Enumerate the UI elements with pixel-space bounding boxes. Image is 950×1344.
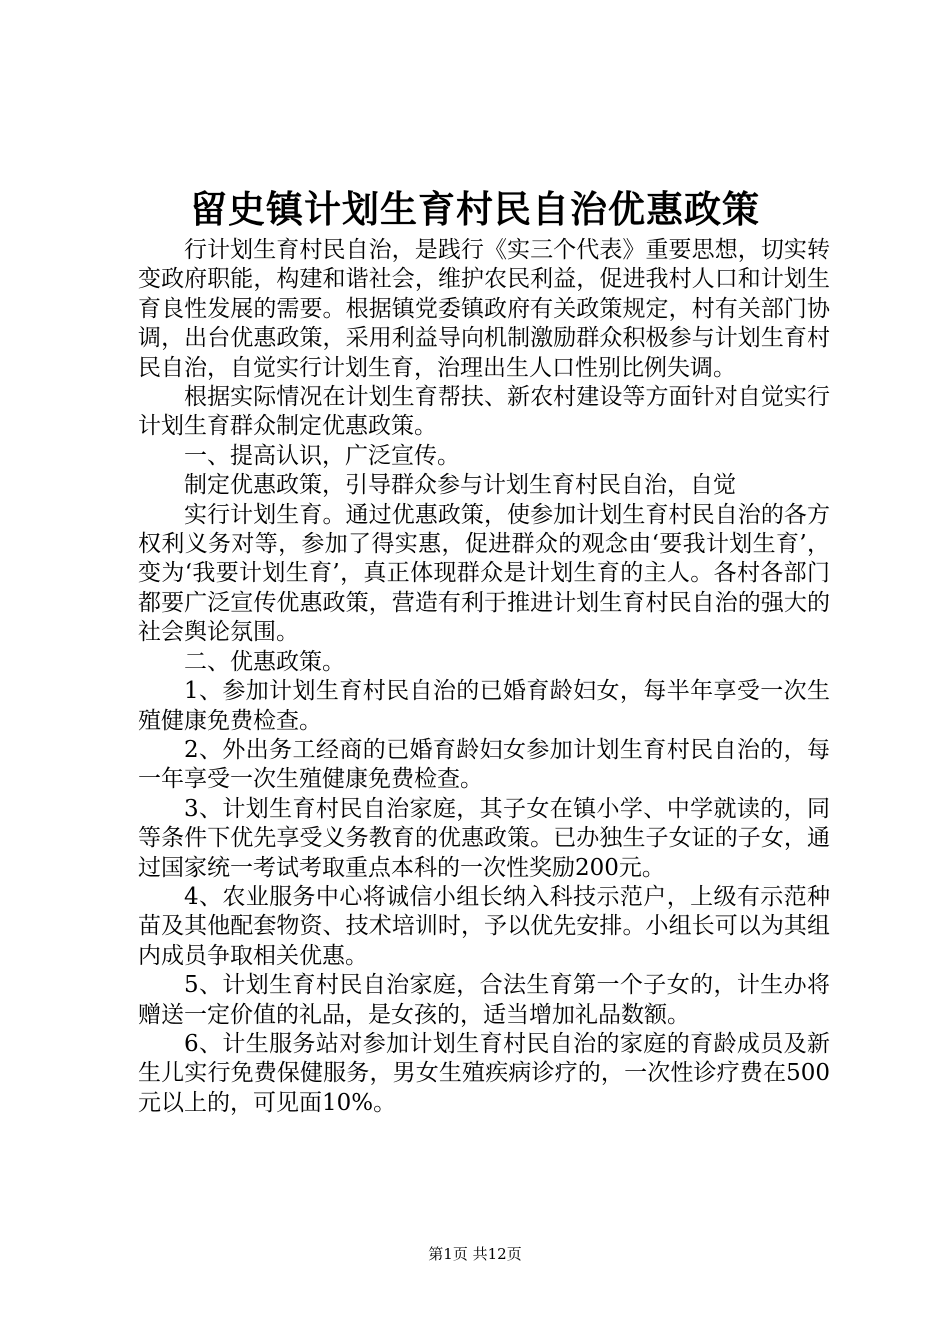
- policy-item-1: 1、参加计划生育村民自治的已婚育龄妇女，每半年享受一次生殖健康免费检查。: [138, 678, 830, 734]
- policy-item-2: 2、外出务工经商的已婚育龄妇女参加计划生育村民自治的，每一年享受一次生殖健康免费检查。: [138, 736, 830, 793]
- document-body: [138, 236, 830, 1118]
- paragraph-basis: 根据实际情况在计划生育帮扶、新农村建设等方面针对自觉实行计划生育群众制定优惠政策。: [138, 384, 830, 440]
- section-heading-1: 一、提高认识，广泛宣传。: [184, 442, 460, 469]
- paragraph-intro: 行计划生育村民自治，是践行《实三个代表》重要思想，切实转变政府职能，构建和谐社会，维护农民利益，促进我村人口和计划生育良性发展的需要。根据镇党委镇政府有关政策规定，村有关部门协调，出台优惠政策，采用利益导向机制激励群众积极参与计划生育村民自治，自觉实行计划生育，治理出生人口性别比例失调。: [138, 237, 830, 381]
- paragraph-section-1-body: 实行计划生育。通过优惠政策，使参加计划生育村民自治的各方权利义务对等，参加了得实惠，促进群众的观念由‘要我计划生育’，变为‘我要计划生育’，真正体现群众是计划生育的主人。各村各部门都要广泛宣传优惠政策，营造有利于推进计划生育村民自治的强大的社会舆论氛围。: [138, 501, 830, 646]
- policy-item-6: 6、计生服务站对参加计划生育村民自治的家庭的育龄成员及新生儿实行免费保健服务，男女生殖疾病诊疗的，一次性诊疗费在500元以上的，可见面10%。: [138, 1030, 830, 1116]
- section-heading-2: 二、优惠政策。: [184, 648, 345, 675]
- page-number-footer: 第1页 共12页: [428, 1245, 522, 1263]
- policy-item-4: 4、农业服务中心将诚信小组长纳入科技示范户，上级有示范种苗及其他配套物资、技术培训时，予以优先安排。小组长可以为其组内成员争取相关优惠。: [138, 883, 830, 969]
- document-title: 留史镇计划生育村民自治优惠政策: [190, 187, 760, 231]
- policy-item-5: 5、计划生育村民自治家庭，合法生育第一个子女的，计生办将赠送一定价值的礼品，是女孩的，适当增加礼品数额。: [138, 972, 830, 1028]
- paragraph-section-1-lead: 制定优惠政策，引导群众参与计划生育村民自治，自觉: [184, 472, 736, 499]
- policy-item-3: 3、计划生育村民自治家庭，其子女在镇小学、中学就读的，同等条件下优先享受义务教育的优惠政策。已办独生子女证的子女，通过国家统一考试考取重点本科的一次性奖励200元。: [138, 795, 830, 881]
